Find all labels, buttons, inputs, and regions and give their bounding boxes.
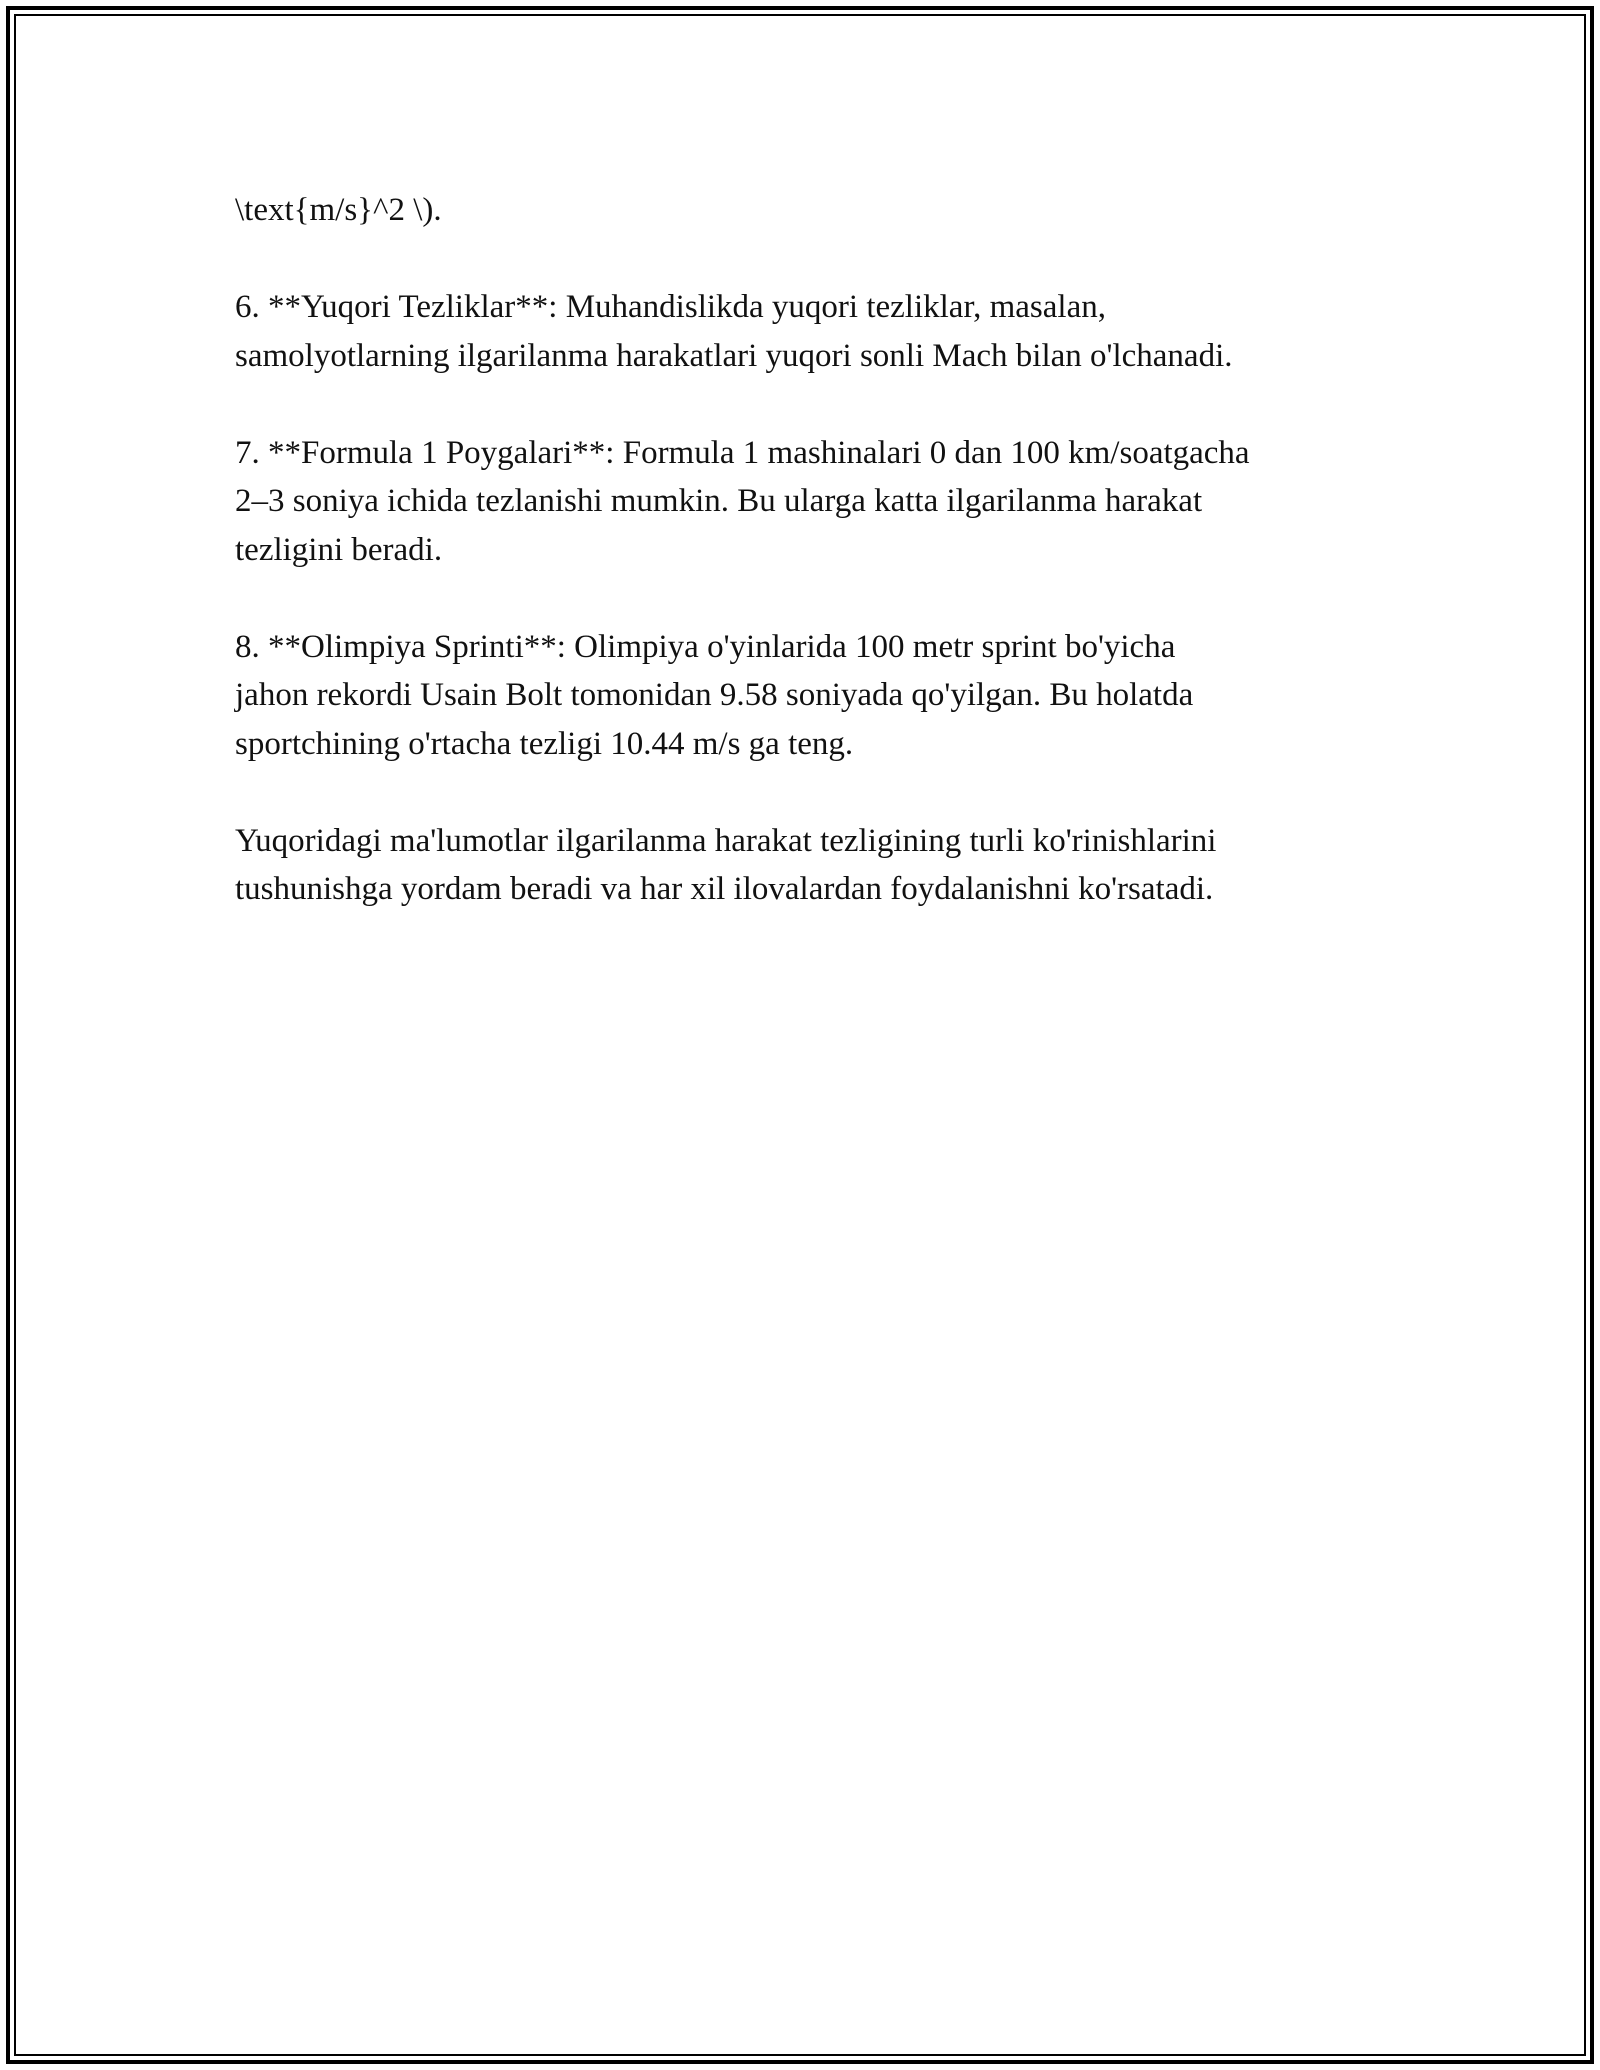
text-line: \text{m/s}^2 \). bbox=[235, 192, 442, 228]
text-line: 2–3 soniya ichida tezlanishi mumkin. Bu ularga katta ilgarilanma harakat bbox=[235, 483, 1203, 519]
text-line: 6. **Yuqori Tezliklar**: Muhandislikda yuqori tezliklar, masalan, bbox=[235, 289, 1106, 325]
paragraph-item-7-formula-1 bbox=[235, 429, 1375, 575]
text-line: 8. **Olimpiya Sprinti**: Olimpiya o'yinlarida 100 metr sprint bo'yicha bbox=[235, 628, 1176, 665]
text-line: sportchining o'rtacha tezligi 10.44 m/s ga teng. bbox=[235, 725, 854, 762]
paragraph-formula-fragment bbox=[235, 186, 1375, 235]
document-body bbox=[235, 186, 1375, 962]
text-line: jahon rekordi Usain Bolt tomonidan 9.58 soniyada qo'yilgan. Bu holatda bbox=[235, 677, 1194, 713]
paragraph-conclusion bbox=[235, 817, 1375, 914]
text-line: 7. **Formula 1 Poygalari**: Formula 1 mashinalari 0 dan 100 km/soatgacha bbox=[235, 434, 1250, 471]
text-line: tushunishga yordam beradi va har xil ilovalardan foydalanishni ko'rsatadi. bbox=[235, 871, 1214, 907]
paragraph-item-6-yuqori-tezliklar bbox=[235, 283, 1375, 380]
text-line: samolyotlarning ilgarilanma harakatlari yuqori sonli Mach bilan o'lchanadi. bbox=[235, 337, 1233, 374]
text-line: tezligini beradi. bbox=[235, 531, 443, 568]
paragraph-item-8-olimpiya-sprinti bbox=[235, 623, 1375, 769]
text-line: Yuqoridagi ma'lumotlar ilgarilanma harakat tezligining turli ko'rinishlarini bbox=[235, 822, 1217, 859]
